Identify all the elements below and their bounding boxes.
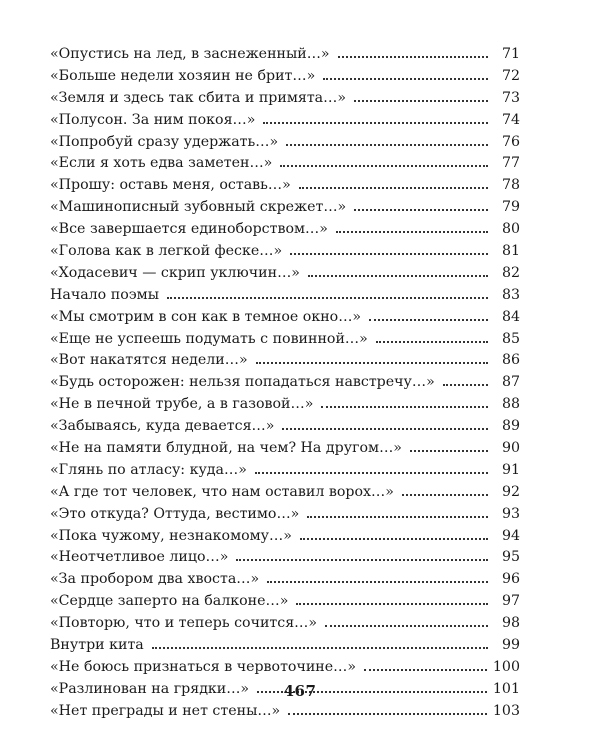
dot-leader [364,669,487,671]
toc-entry [50,219,520,241]
toc-entry-title: «Больше недели хозяин не брит…» [50,67,316,84]
toc-entry-page: 80 [501,221,520,238]
toc-entry-page: 77 [501,155,520,172]
toc-entry-page: 79 [501,199,520,216]
toc-entry-page: 101 [492,680,520,697]
table-of-contents [50,44,520,723]
toc-entry-title: «Вот накатятся недели…» [50,352,248,369]
dot-leader [323,78,488,80]
dot-leader [288,713,487,715]
toc-entry-page: 71 [501,46,520,62]
dot-leader [152,647,488,649]
dot-leader [290,253,488,255]
dot-leader [296,603,488,605]
toc-entry [50,241,520,263]
dot-leader [308,275,488,277]
toc-entry-page: 91 [501,461,520,478]
toc-entry-title: «Это откуда? Оттуда, вестимо…» [50,505,300,522]
toc-entry-page: 97 [501,593,520,610]
dot-leader [256,362,488,364]
dot-leader [369,319,488,321]
toc-entry-title: «Забываясь, куда девается…» [50,418,275,435]
toc-entry [50,591,520,613]
toc-entry-page: 92 [501,483,520,500]
toc-entry [50,285,520,307]
dot-leader [167,297,488,299]
toc-entry-title: «Прошу: оставь меня, оставь…» [50,177,291,194]
toc-entry-page: 103 [492,702,520,719]
toc-entry-page: 95 [501,549,520,566]
toc-entry [50,416,520,438]
toc-entry [50,701,520,723]
toc-entry [50,110,520,132]
toc-entry-title: «Неотчетливое лицо…» [50,549,229,566]
toc-entry-title: «Все завершается единоборством…» [50,221,328,238]
toc-entry [50,547,520,569]
dot-leader [402,494,488,496]
toc-entry-page: 72 [501,67,520,84]
toc-entry-page: 86 [501,352,520,369]
dot-leader [376,341,488,343]
toc-entry-title: «Машинописный зубовный скрежет…» [50,199,347,216]
dot-leader [263,122,488,124]
toc-entry [50,44,520,66]
toc-entry [50,132,520,154]
toc-entry [50,372,520,394]
toc-entry [50,66,520,88]
toc-entry-title: «За пробором два хвоста…» [50,571,260,588]
toc-entry-page: 76 [501,133,520,150]
toc-entry-page: 88 [501,396,520,413]
toc-entry-title: «Будь осторожен: нельзя попадаться навстречу…» [50,374,435,391]
toc-entry-page: 74 [501,111,520,128]
toc-entry-page: 90 [501,440,520,457]
toc-entry-page: 98 [501,615,520,632]
toc-entry-page: 84 [501,308,520,325]
dot-leader [338,56,488,58]
toc-entry-title: Начало поэмы [50,286,160,303]
toc-entry-page: 94 [501,527,520,544]
toc-entry-title: «Если я хоть едва заметен…» [50,155,273,172]
toc-entry-title: «Разлинован на грядки…» [50,680,250,697]
toc-entry-title: «Пока чужому, незнакомому…» [50,527,292,544]
toc-entry [50,635,520,657]
toc-entry-title: «Попробуй сразу удержать…» [50,133,279,150]
toc-entry [50,153,520,175]
dot-leader [282,428,488,430]
toc-entry-page: 82 [501,264,520,281]
dot-leader [267,581,488,583]
toc-entry [50,526,520,548]
toc-entry [50,482,520,504]
toc-entry [50,307,520,329]
dot-leader [300,538,488,540]
toc-entry-title: «Опустись на лед, в заснеженный…» [50,46,330,62]
dot-leader [255,472,488,474]
toc-entry-title: «Сердце заперто на балконе…» [50,593,289,610]
toc-entry [50,329,520,351]
toc-entry-title: «А где тот человек, что нам оставил ворох…» [50,483,394,500]
toc-entry-title: «Полусон. За ним покоя…» [50,111,256,128]
toc-entry-title: «Не в печной трубе, а в газовой…» [50,396,314,413]
dot-leader [354,209,488,211]
dot-leader [286,144,488,146]
toc-entry-page: 99 [501,637,520,654]
toc-entry [50,438,520,460]
toc-entry-page: 89 [501,418,520,435]
dot-leader [336,231,488,233]
toc-entry [50,657,520,679]
toc-entry-page: 81 [501,243,520,260]
toc-entry-page: 96 [501,571,520,588]
dot-leader [325,625,488,627]
toc-entry-page: 83 [501,286,520,303]
toc-entry [50,613,520,635]
toc-entry-title: «Не на памяти блудной, на чем? На другом…» [50,440,402,457]
toc-entry-title: «Повторю, что и теперь сочится…» [50,615,318,632]
toc-entry [50,504,520,526]
toc-entry-title: «Еще не успеешь подумать с повинной…» [50,330,368,347]
toc-entry-title: «Нет преграды и нет стены…» [50,702,281,719]
dot-leader [410,450,488,452]
toc-entry-page: 85 [501,330,520,347]
toc-entry-page: 78 [501,177,520,194]
toc-entry-title: «Не боюсь признаться в червоточине…» [50,658,357,675]
toc-entry-page: 100 [492,658,520,675]
toc-entry-page: 73 [501,89,520,106]
dot-leader [307,516,488,518]
toc-entry-title: «Земля и здесь так сбита и примята…» [50,89,347,106]
toc-entry-title: «Мы смотрим в сон как в темное окно…» [50,308,362,325]
toc-entry-title: «Ходасевич — скрип уключин…» [50,264,300,281]
toc-entry [50,197,520,219]
toc-entry [50,394,520,416]
toc-entry [50,88,520,110]
toc-entry-title: Внутри кита [50,637,144,654]
toc-entry-title: «Глянь по атласу: куда…» [50,461,247,478]
dot-leader [299,187,488,189]
dot-leader [236,559,488,561]
toc-entry [50,460,520,482]
dot-leader [443,384,488,386]
page-number: 467 [283,682,317,700]
toc-entry-page: 87 [501,374,520,391]
dot-leader [321,406,488,408]
toc-entry-title: «Голова как в легкой феске…» [50,243,283,260]
dot-leader [280,165,488,167]
toc-entry [50,350,520,372]
dot-leader [354,100,488,102]
toc-entry [50,263,520,285]
toc-entry [50,175,520,197]
toc-entry-page: 93 [501,505,520,522]
toc-entry [50,569,520,591]
